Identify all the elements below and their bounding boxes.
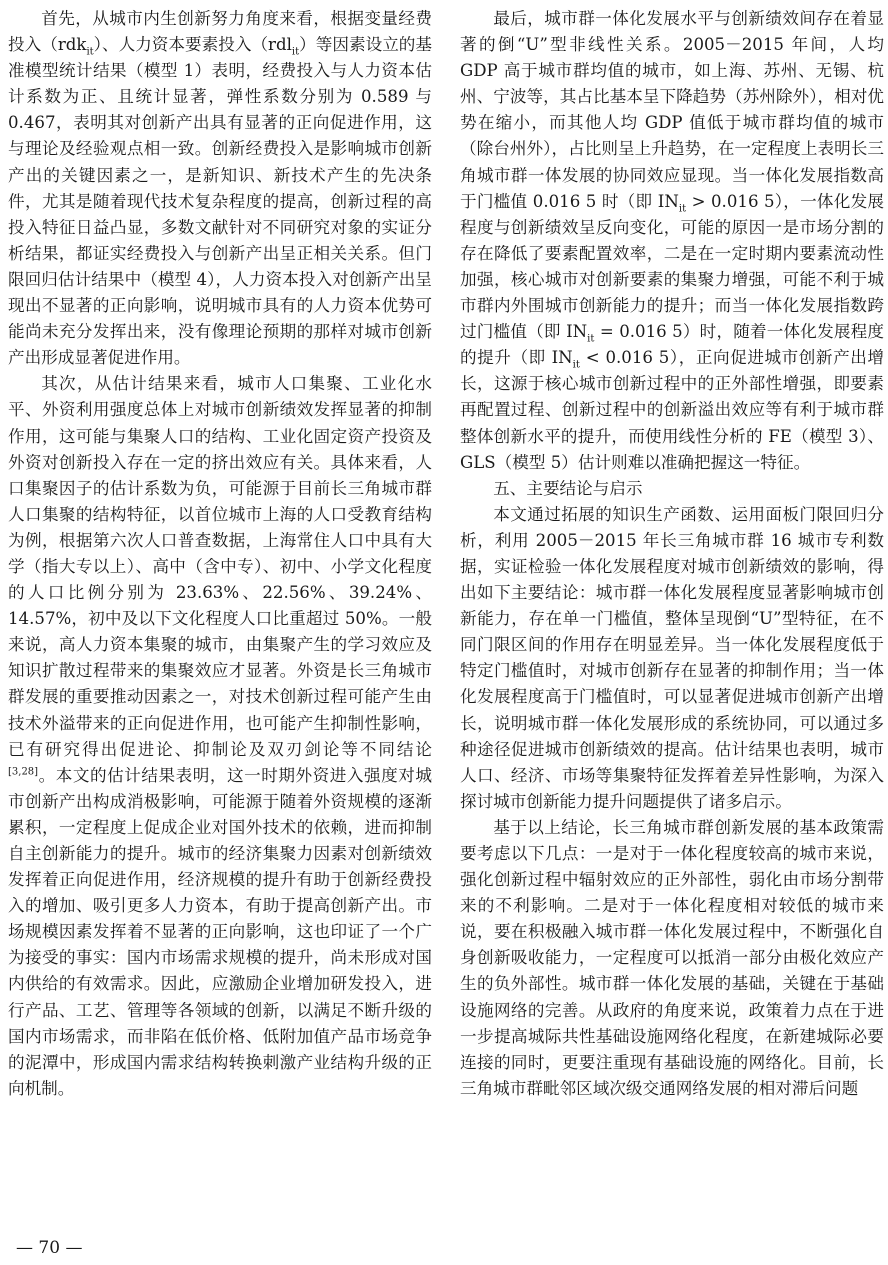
citation: [3,28] [8, 766, 39, 778]
paragraph: 最后，城市群一体化发展水平与创新绩效间存在着显著的倒“U”型非线性关系。2005－2015 年间，人均 GDP 高于城市群均值的城市，如上海、苏州、无锡、杭州、宁波等，其占比基本呈下降趋势（苏州除外），相对优势在缩小，而其他人均 GDP 值低于城市群均值的城市（除台州外），占比则呈上升趋势，在一定程度上表明长三角城市群一体发展的协同效应显现。当一体化发展指数高于门槛值 0.016 5 时（即 $IN_{it} > 0.016$ 5），一体化发展程度与创新绩效呈反向变化，可能的原因一是市场分割的存在降低了要素配置效率，二是在一定时期内要素流动性加强，核心城市对创新要素的集聚力增强，可能不利于城市群内外围城市创新能力的提升；而当一体化发展指数跨过门槛值（即 $IN_{it} = 0.016$ 5）时，随着一体化发展程度的提升（即 $IN_{it} < 0.016$ 5），正向促进城市创新产出增长，这源于核心城市创新过程中的正外部性增强，即要素再配置过程、创新过程中的创新溢出效应等有利于城市群整体创新水平的提升，而使用线性分析的 FE（模型 3）、GLS（模型 5）估计则难以准确把握这一特征。 [460, 9, 884, 472]
paragraph: 首先，从城市内生创新努力角度来看，根据变量经费投入（rdk$_{it}$）、人力资本要素投入（rdl$_{it}$）等因素设立的基准模型统计结果（模型 1）表明，经费投入与人力资本估计系数为正、且统计显著，弹性系数分别为 0.589 与 0.467，表明其对创新产出具有显著的正向促进作用，这与理论及经验观点相一致。创新经费投入是影响城市创新产出的关键因素之一，是新知识、新技术产生的先决条件，尤其是随着现代技术复杂程度的提高，创新过程的高投入特征日益凸显，多数文献针对不同研究对象的实证分析结果，都证实经费投入与创新产出呈正相关关系。但门限回归估计结果中（模型 4），人力资本投入对创新产出呈现出不显著的正向影响，说明城市具有的人力资本优势可能尚未充分发挥出来，没有像理论预期的那样对城市创新产出形成显著促进作用。 [8, 9, 432, 368]
page-number: — 70 — [16, 1238, 83, 1258]
paragraph: 其次，从估计结果来看，城市人口集聚、工业化水平、外资利用强度总体上对城市创新绩效发挥显著的抑制作用，这可能与集聚人口的结构、工业化固定资产投资及外资对创新投入存在一定的挤出效应有关。具体来看，人口集聚因子的估计系数为负，可能源于目前长三角城市群人口集聚的结构特征，以首位城市上海的人口受教育结构为例，根据第六次人口普查数据，上海常住人口中具有大学（指大专以上）、高中（含中专）、初中、小学文化程度的人口比例分别为 23.63%、22.56%、39.24%、14.57%，初中及以下文化程度人口比重超过 50%。一般来说，高人力资本集聚的城市，由集聚产生的学习效应及知识扩散过程带来的集聚效应才显著。外资是长三角城市群发展的重要推动因素之一，对技术创新过程可能产生由技术外溢带来的正向促进作用，也可能产生抑制性影响，已有研究得出促进论、抑制论及双刃剑论等不同结论[3,28]。本文的估计结果表明，这一时期外资进入强度对城市创新产出构成消极影响，可能源于随着外资规模的逐渐累积，一定程度上促成企业对国外技术的依赖，进而抑制自主创新能力的提升。城市的经济集聚力因素对创新绩效发挥着正向促进作用，经济规模的提升有助于创新经费投入的增加、吸引更多人力资本，有助于提高创新产出。市场规模因素发挥着不显著的正向影响，这也印证了一个广为接受的事实：国内市场需求规模的提升，尚未形成对国内供给的有效需求。因此，应激励企业增加研发投入，进行产品、工艺、管理等各领域的创新，以满足不断升级的国内市场需求，而非陷在低价格、低附加值产品市场竞争的泥潭中，形成国内需求结构转换刺激产业结构升级的正向机制。 [8, 374, 432, 1098]
section-heading: 五、主要结论与启示 [493, 478, 643, 498]
right-column [460, 6, 884, 1102]
paragraph: 基于以上结论，长三角城市群创新发展的基本政策需要考虑以下几点：一是对于一体化程度较高的城市来说，强化创新过程中辐射效应的正外部性，弱化由市场分割带来的不利影响。二是对于一体化程度相对较低的城市来说，要在积极融入城市群一体化发展过程中，不断强化自身创新吸收能力，一定程度可以抵消一部分由极化效应产生的负外部性。城市群一体化发展的基础，关键在于基础设施网络的完善。从政府的角度来说，政策着力点在于进一步提高城际共性基础设施网络化程度，在新建城际必要连接的同时，更要注重现有基础设施的网络化。目前，长三角城市群毗邻区域次级交通网络发展的相对滞后问题 [460, 817, 884, 1098]
left-column [8, 6, 432, 1102]
paragraph: 本文通过拓展的知识生产函数、运用面板门限回归分析，利用 2005－2015 年长三角城市群 16 城市专利数据，实证检验一体化发展程度对城市创新绩效的影响，得出如下主要结论：城市群一体化发展程度显著影响城市创新能力，存在单一门槛值，整体呈现倒“U”型特征，在不同门限区间的作用存在明显差异。当一体化发展程度低于特定门槛值时，对城市创新存在显著的抑制作用；当一体化发展程度高于门槛值时，可以显著促进城市创新产出增长，说明城市群一体化发展形成的系统协同，可以通过多种途径促进城市创新绩效的提高。估计结果也表明，城市人口、经济、市场等集聚特征发挥着差异性影响，为深入探讨城市创新能力提升问题提供了诸多启示。 [460, 504, 884, 811]
